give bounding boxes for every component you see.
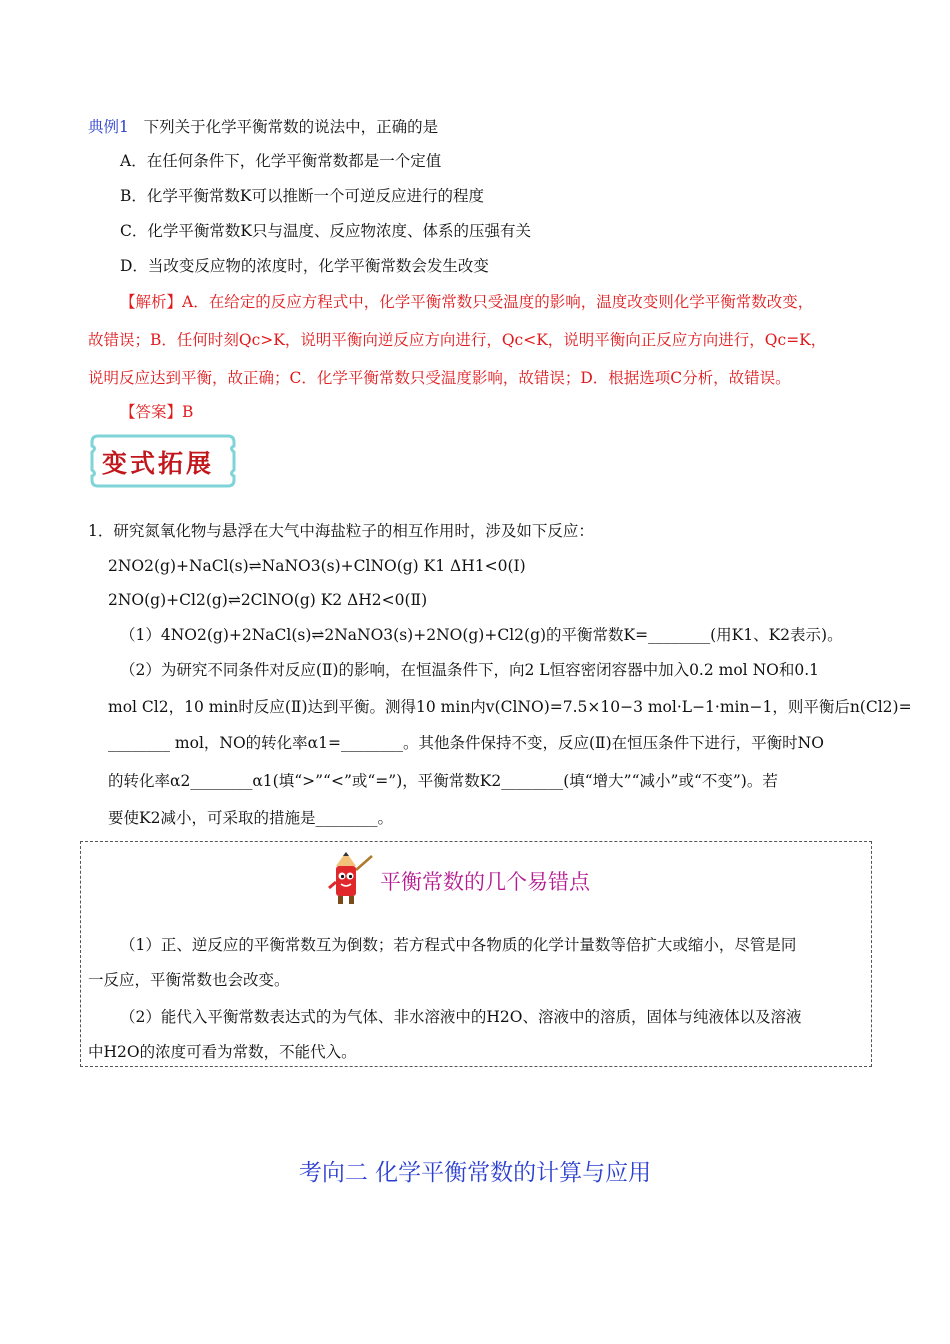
part-1: （1）4NO2(g)+2NaCl(s)⇌2NaNO3(s)+2NO(g)+Cl2(g)的平衡常数K=________(用K1、K2表示)。 bbox=[120, 626, 843, 644]
option-c: C．化学平衡常数K只与温度、反应物浓度、体系的压强有关 bbox=[120, 222, 531, 240]
example-question: 下列关于化学平衡常数的说法中，正确的是 bbox=[143, 118, 439, 136]
part-2-line-3: ________ mol，NO的转化率α1=________。其他条件保持不变，反应(Ⅱ)在恒压条件下进行，平衡时NO bbox=[108, 734, 824, 752]
tip-line-1: （1）正、逆反应的平衡常数互为倒数；若方程式中各物质的化学计量数等倍扩大或缩小，尽管是同 bbox=[120, 936, 797, 954]
analysis-line-1: 【解析】A．在给定的反应方程式中，化学平衡常数只受温度的影响，温度改变则化学平衡常数改变， bbox=[120, 293, 814, 311]
example-label: 典例1 bbox=[88, 118, 129, 136]
tip-line-4: 中H2O的浓度可看为常数，不能代入。 bbox=[88, 1043, 357, 1061]
variant-extension-badge bbox=[88, 432, 238, 490]
tip-line-3: （2）能代入平衡常数表达式的为气体、非水溶液中的H2O、溶液中的溶质，固体与纯液体以及溶液 bbox=[120, 1008, 802, 1026]
analysis-line-3: 说明反应达到平衡，故正确；C．化学平衡常数只受温度影响，故错误；D．根据选项C分析，故错误。 bbox=[88, 369, 791, 387]
reaction-1: 2NO2(g)+NaCl(s)⇌NaNO3(s)+ClNO(g) K1 ΔH1<0(Ⅰ) bbox=[108, 557, 526, 575]
section-title: 考向二 化学平衡常数的计算与应用 bbox=[298, 1160, 652, 1186]
part-2-line-2: mol Cl2，10 min时反应(Ⅱ)达到平衡。测得10 min内v(ClNO)=7.5×10−3 mol·L−1·min−1，则平衡后n(Cl2)= bbox=[108, 698, 912, 716]
example-question-line bbox=[88, 117, 438, 137]
option-d: D．当改变反应物的浓度时，化学平衡常数会发生改变 bbox=[120, 257, 489, 275]
analysis-line-2: 故错误；B．任何时刻Qc>K，说明平衡向逆反应方向进行，Qc<K，说明平衡向正反应方向进行，Qc=K， bbox=[88, 331, 827, 349]
badge-text: 变式拓展 bbox=[102, 449, 215, 478]
part-2-line-4: 的转化率α2________α1(填“>”“<”或“=”)，平衡常数K2________(填“增大”“减小”或“不变”)。若 bbox=[108, 772, 778, 790]
option-a: A．在任何条件下，化学平衡常数都是一个定值 bbox=[120, 152, 442, 170]
tip-title: 平衡常数的几个易错点 bbox=[380, 870, 590, 894]
option-b: B．化学平衡常数K可以推断一个可逆反应进行的程度 bbox=[120, 187, 484, 205]
tip-line-2: 一反应，平衡常数也会改变。 bbox=[88, 971, 290, 989]
reaction-2: 2NO(g)+Cl2(g)⇌2ClNO(g) K2 ΔH2<0(Ⅱ) bbox=[108, 591, 428, 609]
part-2-line-5: 要使K2减小，可采取的措施是________。 bbox=[108, 809, 393, 827]
pencil-mascot-icon bbox=[326, 852, 374, 906]
answer: 【答案】B bbox=[120, 403, 194, 421]
problem-intro: 1．研究氮氧化物与悬浮在大气中海盐粒子的相互作用时，涉及如下反应： bbox=[88, 522, 594, 540]
part-2-line-1: （2）为研究不同条件对反应(Ⅱ)的影响，在恒温条件下，向2 L恒容密闭容器中加入0.2 mol NO和0.1 bbox=[120, 661, 819, 679]
